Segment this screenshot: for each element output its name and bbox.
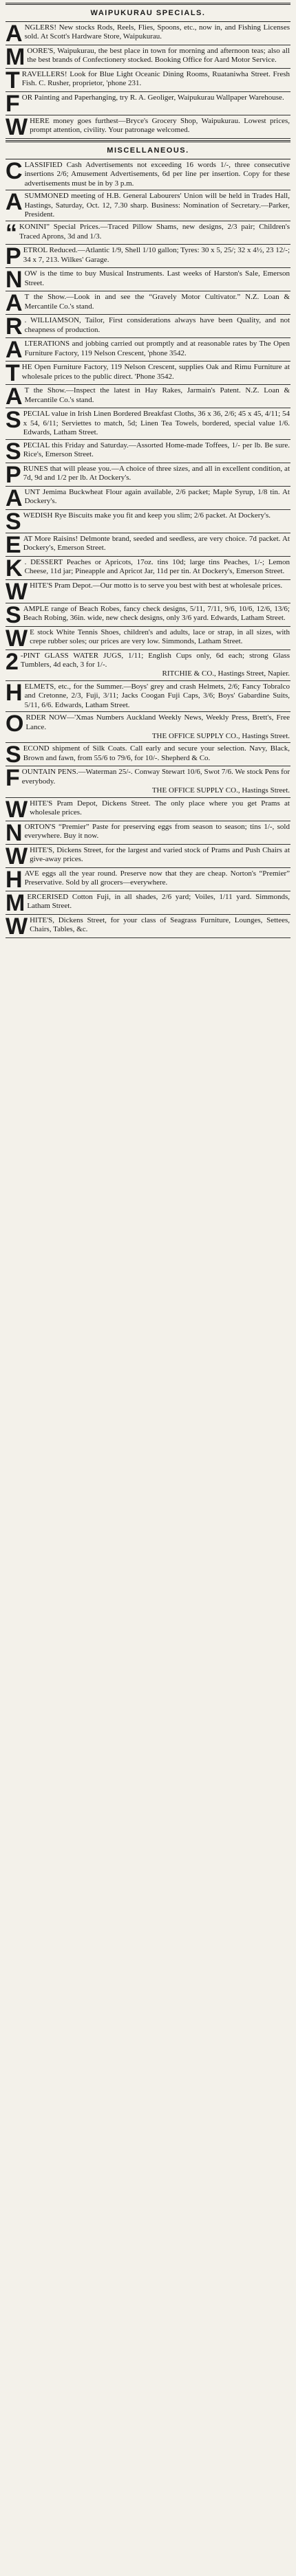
classified-ad [6, 581, 290, 601]
drop-capital: W [6, 581, 28, 601]
ad-text: ETROL Reduced.—Atlantic 1/9, Shell 1/10 gallon; Tyres: 30 x 5, 25/; 32 x 4½, 23 12/-; 34 x 7, 213. Wilkes' Garage. [23, 246, 290, 264]
ad-separator [6, 509, 290, 510]
drop-capital: P [6, 246, 21, 267]
classified-ad [6, 846, 290, 866]
classified-ad [6, 47, 290, 67]
ad-separator [6, 138, 290, 139]
ad-separator [6, 797, 290, 798]
classified-ad [6, 628, 290, 648]
drop-capital: W [6, 628, 28, 648]
classified-ad [6, 465, 290, 485]
ad-text: E stock White Tennis Shoes, children's and adults, lace or strap, in all sizes, with crepe rubber soles; our prices are very low. Simmonds, Latham Street. [30, 628, 290, 646]
ad-separator [6, 68, 290, 69]
drop-capital: A [6, 192, 23, 216]
classified-ad [6, 869, 290, 889]
classified-ad [6, 511, 290, 531]
classified-ad [6, 93, 290, 113]
classified-ad [6, 70, 290, 90]
drop-capital: O [6, 713, 24, 737]
ad-text: HE Open Furniture Factory, 119 Nelson Crescent, supplies Oak and Rimu Furniture at wholesale prices to the public direct. 'Phone 3542. [21, 363, 290, 381]
ad-text: OORE'S, Waipukurau, the best place in town for morning and afternoon teas; also all the best brands of Confectionery stocked. Booking Office for Aard Motor Service. [27, 47, 290, 65]
ad-separator [6, 626, 290, 627]
drop-capital: S [6, 511, 21, 531]
ad-text: RDER NOW—'Xmas Numbers Auckland Weekly News, Weekly Press, Brett's, Free Lance. [25, 713, 290, 731]
ad-separator [6, 937, 290, 938]
ad-separator [6, 337, 290, 338]
section-rule [6, 21, 290, 22]
ad-separator [6, 91, 290, 92]
classified-ad [6, 713, 290, 741]
ad-text: LASSIFIED Cash Advertisements not exceeding 16 words 1/-, three consecutive insertions 2/6; Amusement Advertisements, 6d per line per insertion. Copy for these advertisements must be in by 3 p.m. [24, 161, 290, 188]
ad-separator [6, 914, 290, 915]
ad-text: T the Show.—Look in and see the “Gravely Motor Cultivator.” N.Z. Loan & Mercantile Co.'s stand. [24, 293, 290, 311]
ad-signature: THE OFFICE SUPPLY CO., Hastings Street. [151, 786, 290, 795]
ad-text: RAVELLERS! Look for Blue Light Oceanic Dining Rooms, Ruataniwha Street. Fresh Fish. C. Rusher, proprietor, 'phone 231. [21, 70, 290, 88]
ad-text: ELMETS, etc., for the Summer.—Boys' grey and crash Helmets, 2/6; Fancy Tobralco and Cretonne, 2/3, Fuji, 3/11; Jacks Coogan Fuji Caps, 3/6; Boys' Gabardine Suits, 5/11, 6/6. Edwards, Latham Street. [24, 682, 290, 709]
ad-text: HITE'S Pram Depot, Dickens Street. The only place where you get Prams at wholesale prices. [30, 799, 290, 817]
section-rule [6, 3, 290, 5]
ad-text: HITE'S Pram Depot.—Our motto is to serve you best with best at wholesale prices. [30, 581, 283, 590]
drop-capital: W [6, 117, 28, 137]
classified-ad [6, 223, 290, 243]
classified-ad [6, 293, 290, 313]
ad-text: PECIAL value in Irish Linen Bordered Breakfast Cloths, 36 x 36, 2/6; 45 x 45, 4/11; 54 x 54, 6/11; Serviettes to match, 5d; Linen Tea Towels, bordered, special value 1/6. Edwards, Latham Street. [23, 410, 290, 437]
classified-ad [6, 246, 290, 266]
drop-capital: W [6, 799, 28, 819]
drop-capital: S [6, 744, 21, 765]
ad-text: HERE money goes furthest—Bryce's Grocery Shop, Waipukurau. Lowest prices, prompt attention, civility. Your patronage welcomed. [30, 117, 290, 135]
ad-text: HITE'S, Dickens Street, for your class of Seagrass Furniture, Lounges, Settees, Chairs, Tables, &c. [30, 915, 290, 933]
ad-text: . WILLIAMSON, Tailor, First considerations always have been Quality, and not cheapness of production. [24, 316, 290, 334]
classified-ad [6, 605, 290, 625]
drop-capital: F [6, 93, 20, 113]
classified-column [6, 3, 290, 938]
drop-capital: W [6, 845, 28, 866]
drop-capital: K [6, 557, 23, 578]
classified-ad [6, 916, 290, 936]
drop-capital: A [6, 23, 23, 43]
drop-capital: N [6, 822, 23, 843]
ad-text: T the Show.—Inspect the latest in Hay Rakes, Jarmain's Patent. N.Z. Loan & Mercantile Co.'s stand. [24, 386, 290, 404]
classified-ad [6, 893, 290, 913]
ad-text: KONINI” Special Prices.—Traced Pillow Shams, new designs, 2/3 pair; Children's Traced Aprons, 3d and 1/3. [19, 223, 290, 241]
classified-ad [6, 558, 290, 578]
classified-ad [6, 117, 290, 137]
drop-capital: A [6, 386, 23, 407]
section-rule [6, 140, 290, 142]
classified-ad [6, 441, 290, 461]
drop-capital: H [6, 682, 23, 706]
ad-separator [6, 439, 290, 440]
classified-ad [6, 744, 290, 764]
section-heading: WAIPUKURAU SPECIALS. [90, 9, 206, 17]
classified-ad [6, 488, 290, 508]
ad-text: HITE'S, Dickens Street, for the largest and varied stock of Prams and Push Chairs at give-away prices. [30, 845, 290, 863]
classified-ad [6, 23, 290, 43]
ad-text: SUMMONED meeting of H.B. General Labourers' Union will be held in Trades Hall, Hastings, Saturday, Oct. 12, 7.30 sharp. Business: Nomination of Secretary.—Parker, President. [24, 192, 290, 219]
drop-capital: N [6, 269, 23, 290]
drop-capital: E [6, 534, 21, 555]
ad-text: ORTON'S “Premier” Paste for preserving eggs from season to season; tins 1/-, sold everywhere. Buy it now. [24, 822, 290, 840]
ad-separator [6, 314, 290, 315]
ad-text: OR Painting and Paperhanging, try R. A. Geoliger, Waipukurau Wallpaper Warehouse. [21, 93, 284, 102]
ad-text: OW is the time to buy Musical Instruments. Last weeks of Harston's Sale, Emerson Street. [24, 269, 290, 287]
ad-separator [6, 680, 290, 681]
ad-separator [6, 867, 290, 868]
ad-text: ERCERISED Cotton Fuji, in all shades, 2/6 yard; Voiles, 1/11 yard. Simmonds, Latham Street. [27, 892, 290, 910]
ad-separator [6, 486, 290, 487]
drop-capital: F [6, 768, 20, 792]
ad-separator [6, 579, 290, 580]
classified-ad [6, 340, 290, 359]
ad-text: ECOND shipment of Silk Coats. Call early and secure your selection. Navy, Black, Brown and fawn, from 55/6 to 79/6, for 10/-. Shepherd & Co. [23, 744, 290, 762]
ad-text: AVE eggs all the year round. Preserve now that they are cheap. Norton's “Premier” Preservative. Sold by all grocers—everywhere. [24, 869, 290, 887]
drop-capital: S [6, 604, 21, 625]
ad-text: NGLERS! New stocks Rods, Reels, Flies, Spoons, etc., now in, and Fishing Licenses sold. At Scott's Hardware Store, Waipukurau. [24, 23, 290, 41]
classified-ad [6, 535, 290, 555]
ad-text: WEDISH Rye Biscuits make you fit and keep you slim; 2/6 packet. At Dockery's. [23, 511, 271, 520]
ad-separator [6, 742, 290, 743]
classified-ad [6, 682, 290, 710]
classified-ad [6, 161, 290, 188]
drop-capital: M [6, 892, 25, 913]
drop-capital: A [6, 487, 23, 508]
ad-separator [6, 844, 290, 845]
ad-text: UNT Jemima Buckwheat Flour again available, 2/6 packet; Maple Syrup, 1/8 tin. At Dockery's. [24, 487, 290, 506]
drop-capital: P [6, 464, 21, 485]
drop-capital: 2 [6, 651, 19, 675]
classified-ad [6, 316, 290, 336]
section-heading: MISCELLANEOUS. [107, 146, 189, 155]
drop-capital: A [6, 293, 23, 313]
drop-capital: T [6, 363, 20, 384]
drop-capital: W [6, 915, 28, 936]
ad-separator [6, 649, 290, 650]
classified-ad [6, 192, 290, 219]
ad-text: AT More Raisins! Delmonte brand, seeded and seedless, are very choice. 7d packet. At Dockery's, Emerson Street. [23, 534, 290, 553]
classified-ad [6, 768, 290, 795]
ad-signature: THE OFFICE SUPPLY CO., Hastings Street. [151, 731, 290, 740]
classified-ad [6, 269, 290, 289]
ad-text: -PINT GLASS WATER JUGS, 1/11; English Cups only, 6d each; strong Glass Tumblers, 4d each, 3 for 1/-. [20, 651, 290, 669]
ad-text: PECIAL this Friday and Saturday.—Assorted Home-made Toffees, 1/- per lb. Be sure. Rice's, Emerson Street. [23, 441, 290, 459]
ad-text: RUNES that will please you.—A choice of three sizes, and all in excellent condition, at 7d, 9d and 1/2 per lb. At Dockery's. [23, 464, 290, 482]
classified-ad [6, 799, 290, 819]
ad-text: . DESSERT Peaches or Apricots, 17oz. tins 10d; large tins Peaches, 1/-; Lemon Cheese, 11d jar; Pineapple and Apricot Jar, 11d per tin. At Dockery's, Emerson Street. [24, 557, 290, 576]
drop-capital: C [6, 161, 23, 184]
ad-separator [6, 244, 290, 245]
ad-text: AMPLE range of Beach Robes, fancy check designs, 5/11, 7/11, 9/6, 10/6, 12/6, 13/6; Beach Robing, 36in. wide, new check designs, only 3/6 yard. Edwards, Latham Street. [23, 604, 290, 623]
ad-separator [6, 267, 290, 268]
classified-ad [6, 410, 290, 437]
classified-ad [6, 652, 290, 679]
classified-ad [6, 386, 290, 406]
drop-capital: M [6, 47, 25, 67]
ad-separator [6, 556, 290, 557]
ad-text: LTERATIONS and jobbing carried out promptly and at reasonable rates by The Open Furniture Factory, 119 Nelson Crescent, 'phone 3542. [24, 340, 290, 357]
ad-separator [6, 711, 290, 712]
ad-separator [6, 384, 290, 385]
ad-separator [6, 361, 290, 362]
drop-capital: H [6, 869, 23, 889]
drop-capital: A [6, 340, 23, 360]
classified-ad [6, 823, 290, 843]
ad-text: OUNTAIN PENS.—Waterman 25/-. Conway Stewart 10/6, Swot 7/6. We stock Pens for everybody. [21, 768, 290, 786]
drop-capital: S [6, 410, 21, 434]
drop-capital: S [6, 441, 21, 461]
ad-signature: RITCHIE & CO., Hastings Street, Napier. [162, 669, 290, 678]
drop-capital: “ [6, 223, 17, 243]
classified-ad [6, 363, 290, 383]
drop-capital: T [6, 70, 20, 90]
drop-capital: R [6, 316, 23, 337]
